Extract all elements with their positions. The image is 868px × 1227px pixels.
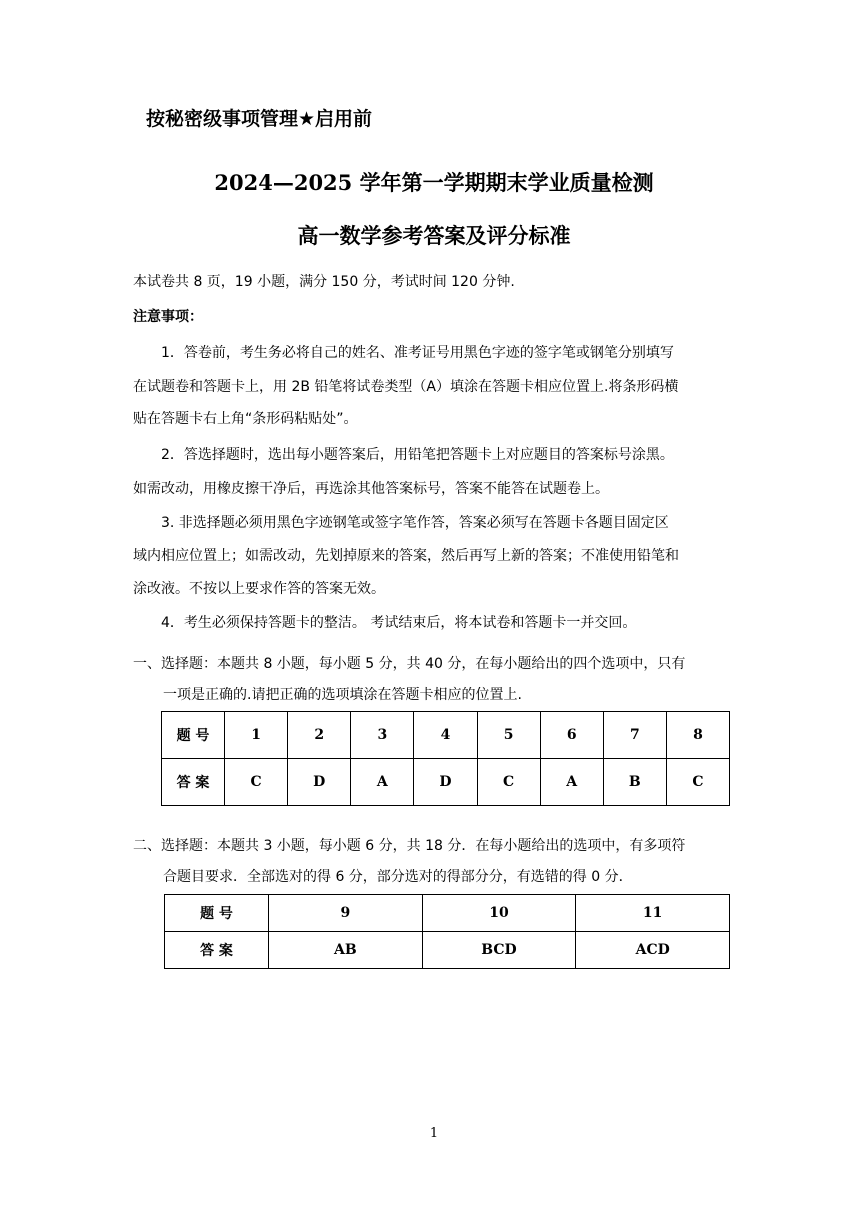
row-label: 题 号: [162, 712, 225, 759]
section1-instructions: 一、选择题：本题共 8 小题，每小题 5 分，共 40 分，在每小题给出的四个选项中，只有: [133, 656, 686, 672]
question-number: 3: [351, 712, 414, 759]
exam-subtitle: 高一数学参考答案及评分标准: [297, 223, 571, 248]
section2-instructions: 二、选择题：本题共 3 小题，每小题 6 分，共 18 分．在每小题给出的选项中，有多项符: [133, 838, 686, 854]
section1-instructions: 一项是正确的.请把正确的选项填涂在答题卡相应的位置上.: [163, 687, 522, 703]
answer-cell: D: [288, 759, 351, 806]
notice-line: 2．答选择题时，选出每小题答案后，用铅笔把答题卡上对应题目的答案标号涂黑。: [161, 447, 674, 463]
question-number: 6: [540, 712, 603, 759]
row-label: 答 案: [165, 932, 269, 969]
answer-cell: C: [666, 759, 729, 806]
answer-cell: AB: [269, 932, 423, 969]
answer-table-multiple-choice: [164, 894, 730, 969]
answer-cell: ACD: [576, 932, 730, 969]
answer-cell: B: [603, 759, 666, 806]
question-number: 1: [225, 712, 288, 759]
confidentiality-label: 按秘密级事项管理★启用前: [146, 108, 373, 130]
question-number: 9: [269, 895, 423, 932]
question-number: 4: [414, 712, 477, 759]
answer-cell: C: [477, 759, 540, 806]
notice-line: 涂改液。不按以上要求作答的答案无效。: [133, 581, 385, 597]
intro-text: 本试卷共 8 页，19 小题，满分 150 分，考试时间 120 分钟.: [133, 274, 515, 290]
question-number: 8: [666, 712, 729, 759]
question-number: 10: [422, 895, 576, 932]
notice-line: 4．考生必须保持答题卡的整洁。 考试结束后，将本试卷和答题卡一并交回。: [161, 615, 637, 631]
notice-line: 贴在答题卡右上角“条形码粘贴处”。: [133, 411, 358, 427]
question-number: 7: [603, 712, 666, 759]
notice-line: 域内相应位置上；如需改动，先划掉原来的答案，然后再写上新的答案；不准使用铅笔和: [133, 548, 679, 564]
page-number: 1: [429, 1126, 439, 1141]
notice-heading: 注意事项：: [133, 309, 203, 325]
answer-cell: D: [414, 759, 477, 806]
table-row: [165, 895, 730, 932]
table-row: [162, 712, 730, 759]
table-row: [162, 759, 730, 806]
exam-title: 2024—2025 学年第一学期期末学业质量检测: [214, 170, 654, 195]
table-row: [165, 932, 730, 969]
notice-line: 在试题卷和答题卡上，用 2B 铅笔将试卷类型（A）填涂在答题卡相应位置上.将条形码横: [133, 379, 679, 395]
answer-cell: A: [351, 759, 414, 806]
answer-cell: A: [540, 759, 603, 806]
question-number: 11: [576, 895, 730, 932]
answer-cell: BCD: [422, 932, 576, 969]
notice-line: 3. 非选择题必须用黑色字迹钢笔或签字笔作答，答案必须写在答题卡各题目固定区: [161, 515, 669, 531]
section2-instructions: 合题目要求．全部选对的得 6 分，部分选对的得部分分，有选错的得 0 分．: [163, 869, 633, 885]
notice-line: 如需改动，用橡皮擦干净后，再选涂其他答案标号，答案不能答在试题卷上。: [133, 481, 609, 497]
question-number: 2: [288, 712, 351, 759]
notice-line: 1．答卷前，考生务必将自己的姓名、准考证号用黑色字迹的签字笔或钢笔分别填写: [161, 345, 674, 361]
row-label: 题 号: [165, 895, 269, 932]
answer-table-single-choice: [161, 711, 730, 806]
answer-cell: C: [225, 759, 288, 806]
row-label: 答 案: [162, 759, 225, 806]
question-number: 5: [477, 712, 540, 759]
